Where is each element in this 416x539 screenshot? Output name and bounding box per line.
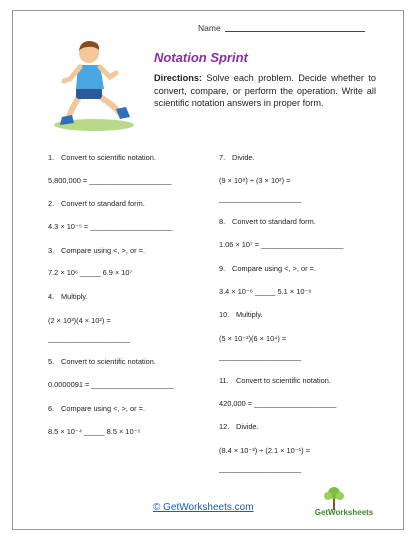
question-answer-line: ____________________ — [219, 352, 302, 361]
question-answer: 4.3 × 10⁻⁵ = ____________________ — [48, 222, 173, 231]
question-prompt: 12. Divide. — [219, 422, 259, 431]
question-answer: (8.4 × 10⁻³) ÷ (2.1 × 10⁻¹) = — [219, 446, 310, 455]
question-answer: 5,800,000 = ____________________ — [48, 176, 172, 185]
name-label: Name — [198, 23, 221, 33]
question-answer: (5 × 10⁻²)(6 × 10⁴) = — [219, 334, 287, 343]
question-prompt: 11. Convert to scientific notation. — [219, 376, 331, 385]
question-answer-line: ____________________ — [48, 334, 131, 343]
question-answer-line: ____________________ — [219, 464, 302, 473]
name-field — [198, 23, 365, 33]
question-prompt: 6. Compare using <, >, or =. — [48, 404, 146, 413]
question-prompt: 9. Compare using <, >, or =. — [219, 264, 317, 273]
worksheet-title: Notation Sprint — [154, 50, 248, 65]
question-prompt: 10. Multiply. — [219, 310, 263, 319]
getworksheets-link[interactable]: © GetWorksheets.com — [153, 502, 254, 513]
question-answer: (2 × 10³)(4 × 10²) = — [48, 316, 111, 325]
getworksheets-logo — [308, 484, 380, 520]
svg-text:GetWorksheets: GetWorksheets — [314, 508, 374, 517]
directions — [154, 72, 376, 110]
name-line — [225, 31, 365, 32]
question-prompt: 1. Convert to scientific notation. — [48, 153, 156, 162]
question-answer: 0.0000091 = ____________________ — [48, 380, 174, 389]
question-answer: 7.2 × 10⁶ _____ 6.9 × 10⁷ — [48, 268, 133, 277]
question-prompt: 4. Multiply. — [48, 292, 88, 301]
directions-text: Solve each problem. Decide whether to convert, compare, or perform the operation. Write all scientific notation answers in proper form. — [154, 73, 376, 109]
question-answer: 3.4 × 10⁻⁶ _____ 5.1 × 10⁻⁶ — [219, 287, 312, 296]
question-answer: (9 × 10⁸) ÷ (3 × 10²) = — [219, 176, 291, 185]
question-prompt: 8. Convert to standard form. — [219, 217, 316, 226]
question-answer: 1.06 × 10⁷ = ____________________ — [219, 240, 344, 249]
runner-illustration — [50, 37, 142, 137]
question-prompt: 3. Compare using <, >, or =. — [48, 246, 146, 255]
question-prompt: 2. Convert to standard form. — [48, 199, 145, 208]
question-answer-line: ____________________ — [219, 194, 302, 203]
question-answer: 420,000 = ____________________ — [219, 399, 337, 408]
question-prompt: 5. Convert to scientific notation. — [48, 357, 156, 366]
directions-label: Directions: — [154, 73, 202, 83]
question-prompt: 7. Divide. — [219, 153, 255, 162]
question-answer: 8.5 × 10⁻⁴ _____ 8.5 × 10⁻⁵ — [48, 427, 141, 436]
